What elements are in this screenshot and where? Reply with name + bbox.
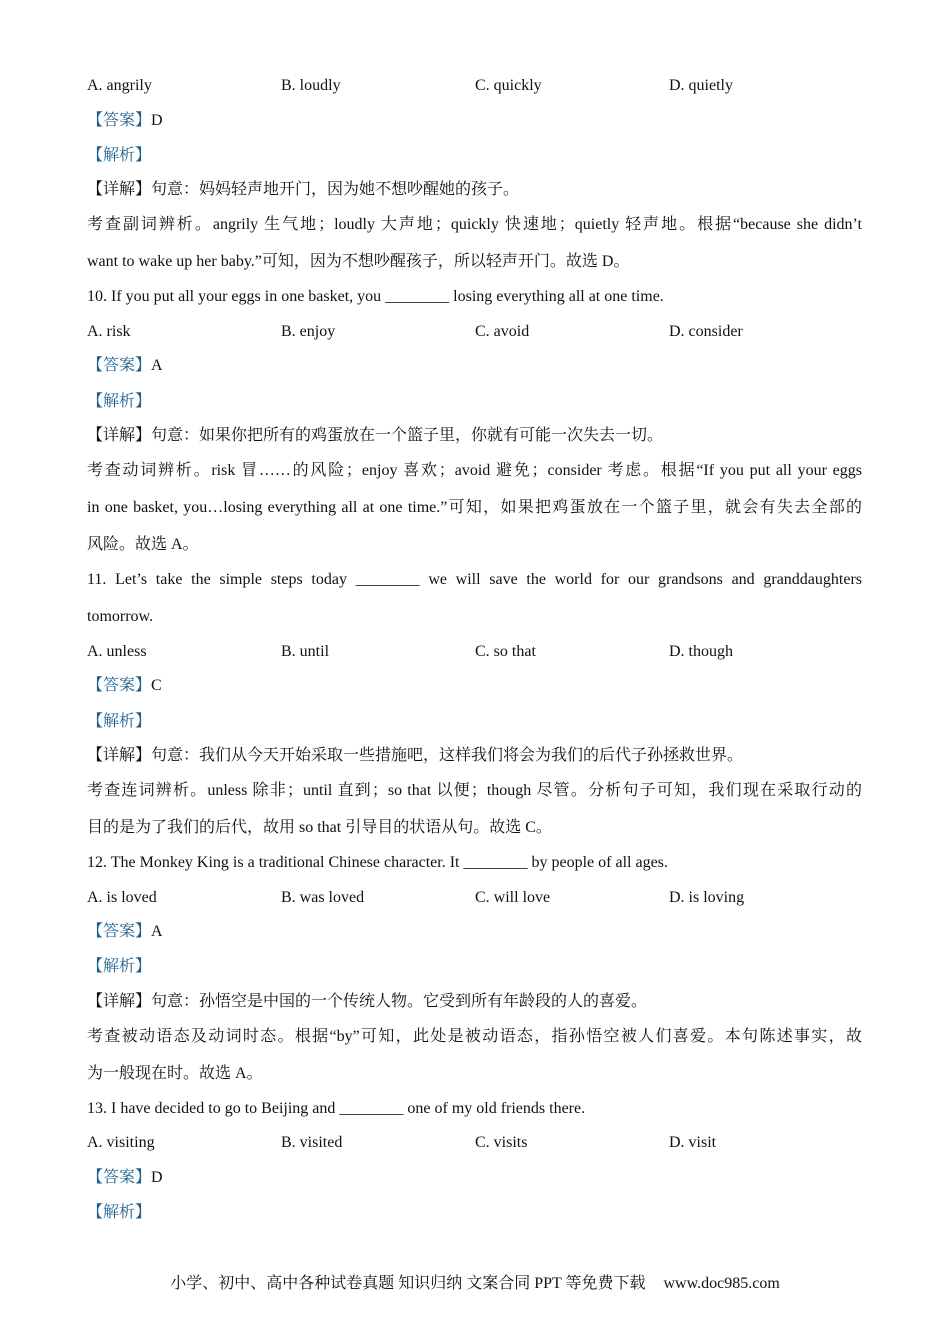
- answer-label: 【答案】: [87, 112, 152, 129]
- answer-value: D: [151, 1169, 163, 1186]
- q10-question: 10. If you put all your eggs in one basket, you ________ losing everything all at one time.: [87, 288, 664, 305]
- detail-text: 句意：孙悟空是中国的一个传统人物。它受到所有年龄段的人的喜爱。: [151, 993, 648, 1010]
- q9-option-d: D. quietly: [669, 77, 733, 94]
- detail-text: 句意：如果你把所有的鸡蛋放在一个篮子里，你就有可能一次失去一切。: [151, 427, 664, 444]
- q9-option-c: C. quickly: [475, 77, 542, 94]
- q10-answer: [87, 356, 862, 376]
- q12-question: 12. The Monkey King is a traditional Chinese character. It ________ by people of all ages.: [87, 854, 668, 871]
- detail-text: 句意：我们从今天开始采取一些措施吧，这样我们将会为我们的后代子孙拯救世界。: [151, 747, 744, 764]
- answer-label: 【答案】: [87, 923, 152, 940]
- q12-analysis-label: 【解析】: [87, 958, 152, 975]
- q13-answer: [87, 1168, 862, 1188]
- detail-label: 【详解】: [87, 427, 152, 444]
- q9-option-b: B. loudly: [281, 77, 341, 94]
- q13-analysis-label: 【解析】: [87, 1204, 152, 1221]
- q10-analysis-label: 【解析】: [87, 393, 152, 410]
- detail-label: 【详解】: [87, 181, 152, 198]
- q11-option-c: C. so that: [475, 643, 536, 660]
- q10-option-a: A. risk: [87, 323, 131, 340]
- answer-value: A: [151, 357, 163, 374]
- q11-question-line-1: 11. Let’s take the simple steps today ________ we will save the world for our grandsons and granddaughters: [87, 571, 862, 588]
- q9-explain-line-2: want to wake up her baby.”可知，因为不想吵醒孩子，所以轻声开门。故选 D。: [87, 253, 630, 270]
- q11-explain-line-2: 目的是为了我们的后代，故用 so that 引导目的状语从句。故选 C。: [87, 819, 552, 836]
- q9-detail: [87, 180, 862, 200]
- q9-answer: [87, 111, 862, 131]
- q11-option-d: D. though: [669, 643, 733, 660]
- q13-option-c: C. visits: [475, 1134, 528, 1151]
- q12-explain-line-2: 为一般现在时。故选 A。: [87, 1065, 263, 1082]
- q11-detail: [87, 746, 862, 766]
- q12-explain-line-1: 考查被动语态及动词时态。根据“by”可知，此处是被动语态，指孙悟空被人们喜爱。本句陈述事实，故: [87, 1028, 862, 1045]
- q12-option-b: B. was loved: [281, 889, 365, 906]
- q12-option-d: D. is loving: [669, 889, 745, 906]
- answer-value: C: [151, 677, 162, 694]
- q12-detail: [87, 992, 862, 1012]
- q13-option-a: A. visiting: [87, 1134, 155, 1151]
- footer-url[interactable]: www.doc985.com: [663, 1275, 780, 1292]
- q13-option-b: B. visited: [281, 1134, 343, 1151]
- q10-explain-line-2: in one basket, you…losing everything all at one time.”可知，如果把鸡蛋放在一个篮子里，就会有失去全部的: [87, 499, 862, 516]
- q12-answer: [87, 922, 862, 942]
- q10-detail: [87, 426, 862, 446]
- q11-analysis-label: 【解析】: [87, 713, 152, 730]
- page-footer: [0, 1270, 950, 1293]
- q12-option-a: A. is loved: [87, 889, 157, 906]
- q12-option-c: C. will love: [475, 889, 551, 906]
- q11-explain-line-1: 考查连词辨析。unless 除非；until 直到；so that 以便；though 尽管。分析句子可知，我们现在采取行动的: [87, 782, 862, 799]
- q9-analysis-label: 【解析】: [87, 147, 152, 164]
- q13-question: 13. I have decided to go to Beijing and ________ one of my old friends there.: [87, 1100, 586, 1117]
- q9-option-a: A. angrily: [87, 77, 152, 94]
- detail-text: 句意：妈妈轻声地开门，因为她不想吵醒她的孩子。: [151, 181, 520, 198]
- q11-option-a: A. unless: [87, 643, 147, 660]
- footer-text: 小学、初中、高中各种试卷真题 知识归纳 文案合同 PPT 等免费下载: [170, 1275, 646, 1292]
- detail-label: 【详解】: [87, 747, 152, 764]
- q10-option-b: B. enjoy: [281, 323, 336, 340]
- q10-option-d: D. consider: [669, 323, 743, 340]
- q10-explain-line-3: 风险。故选 A。: [87, 536, 199, 553]
- answer-label: 【答案】: [87, 677, 152, 694]
- q10-option-c: C. avoid: [475, 323, 530, 340]
- answer-value: D: [151, 112, 163, 129]
- q13-option-d: D. visit: [669, 1134, 717, 1151]
- q11-option-b: B. until: [281, 643, 330, 660]
- q9-explain-line-1: 考查副词辨析。angrily 生气地；loudly 大声地；quickly 快速地；quietly 轻声地。根据“because she didn’t: [87, 216, 862, 233]
- q11-answer: [87, 676, 862, 696]
- answer-label: 【答案】: [87, 1169, 152, 1186]
- detail-label: 【详解】: [87, 993, 152, 1010]
- answer-label: 【答案】: [87, 357, 152, 374]
- q10-explain-line-1: 考查动词辨析。risk 冒……的风险；enjoy 喜欢；avoid 避免；consider 考虑。根据“If you put all your eggs: [87, 462, 862, 479]
- answer-value: A: [151, 923, 163, 940]
- q11-question-line-2: tomorrow.: [87, 608, 154, 625]
